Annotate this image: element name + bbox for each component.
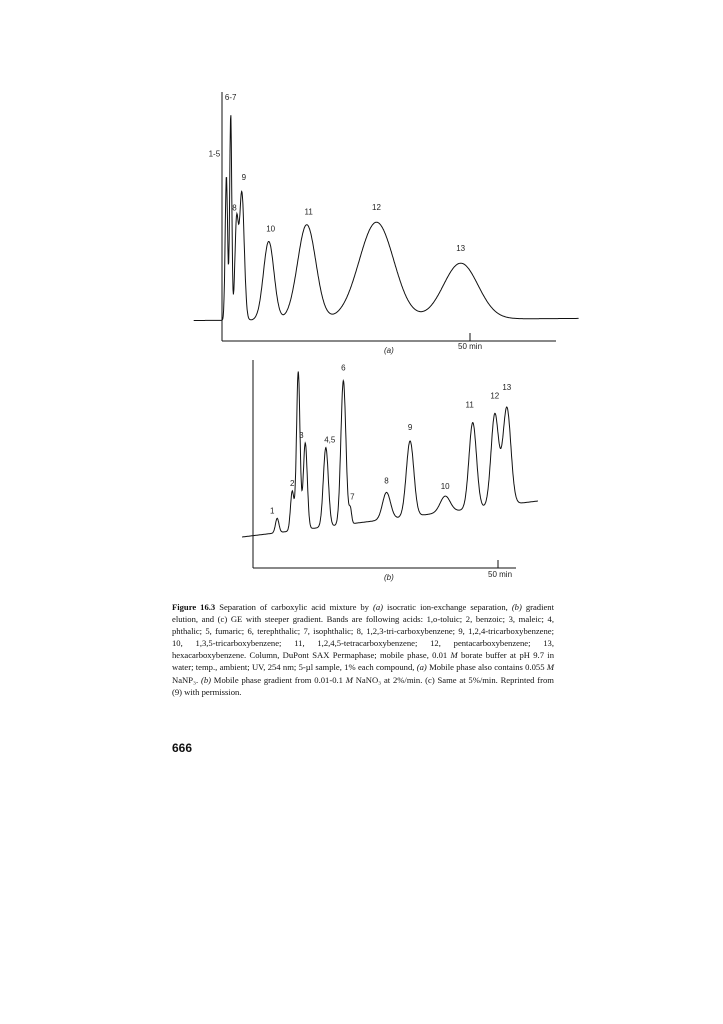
caption-italic: (b): [511, 602, 522, 612]
peak-label: 1-5: [208, 149, 221, 159]
peak-label: 12: [372, 203, 381, 213]
peak-label: 9: [241, 173, 247, 183]
caption-text: NaNO₃ at 2%/min. (c) Same at 5%/min. Reprinted from (9) with permission.: [172, 674, 554, 697]
caption-text: isocratic ion-exchange separation,: [382, 602, 512, 612]
caption-italic: (a): [372, 602, 383, 612]
figure-label: Figure 16.3: [172, 602, 216, 612]
caption-text: Mobile phase also contains 0.055: [426, 662, 547, 673]
caption-text: Mobile phase gradient from 0.01-0.1: [211, 674, 346, 685]
peak-label: 3: [299, 430, 304, 440]
caption-italic: M: [450, 650, 458, 661]
peak-label: 8: [384, 476, 389, 486]
caption-italic: (a): [416, 662, 427, 673]
peak-label: 13: [502, 383, 512, 392]
chart-b-panel-label: (b): [384, 573, 394, 582]
caption-italic: (b): [200, 674, 211, 685]
peak-label: 10: [266, 224, 276, 234]
caption-text: borate buffer at pH 9.7 in water; temp., ambient; UV, 254 nm; 5-µl sample, 1% each compound,: [172, 650, 554, 673]
peak-label: 8: [232, 203, 237, 213]
caption-italic: M: [546, 662, 554, 673]
caption-italic: M: [345, 674, 353, 685]
peak-label: 1: [269, 506, 275, 516]
peak-label: 10: [440, 482, 450, 492]
peak-label: 2: [289, 478, 295, 488]
caption-text: NaNP₃.: [172, 674, 201, 685]
chromatogram-a: [0, 0, 723, 360]
peak-label: 6-7: [224, 92, 237, 102]
peak-label: 11: [304, 207, 313, 217]
peak-label: 6: [341, 363, 346, 373]
chart-b-x-tick-label: 50 min: [488, 570, 513, 579]
chart-a-trace: [194, 115, 579, 320]
chart-a-panel-label: (a): [384, 346, 394, 355]
caption-text: Separation of carboxylic acid mixture by: [215, 602, 373, 612]
peak-label: 9: [407, 423, 413, 432]
page-number: 666: [172, 741, 193, 755]
peak-label: 4,5: [324, 435, 336, 445]
figure-caption: [172, 601, 554, 698]
chromatogram-b: [0, 355, 723, 595]
chart-a-peak-labels: [209, 93, 466, 253]
peak-label: 7: [350, 492, 355, 502]
chart-a-x-tick-label: 50 min: [458, 342, 483, 351]
caption-text: gradient elution, and (c) GE with steeper gradient. Bands are following acids: 1,o-toluic; 2, benzoic; 3, maleic; 4, phthalic; 5, fumaric; 6, terephthalic; 7, isophthalic; 8, 1,2,3-tri-carboxybenzene; 9, 1,2,4-tricarboxybenzene; 10, 1,3,5-tricarboxybenzene; 11, 1,2,4,5-tetracarboxybenzene; 12, pentacarboxybenzene; 13, hexacarboxybenzene. Column, DuPont SAX Permaphase; mobile phase, 0.01: [172, 602, 554, 661]
peak-label: 13: [456, 244, 466, 254]
peak-label: 11: [465, 400, 474, 410]
peak-label: 12: [490, 391, 500, 401]
